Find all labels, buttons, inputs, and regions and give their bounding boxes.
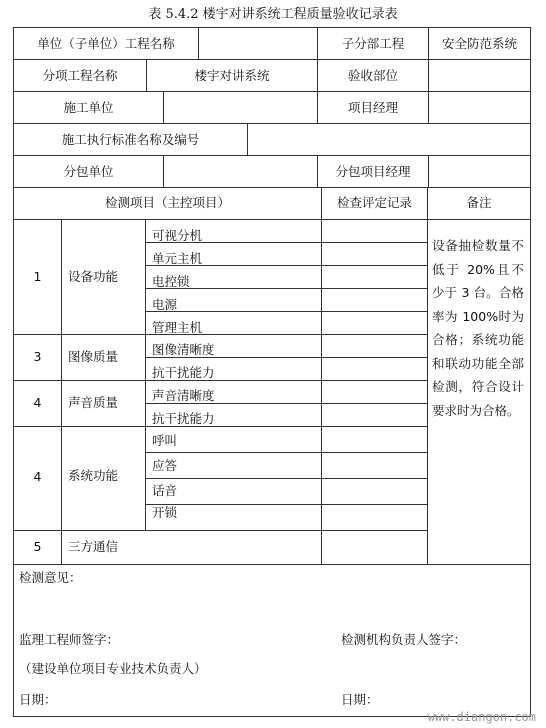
group-number: 4 xyxy=(33,469,42,484)
check-item: 话音 xyxy=(152,483,178,498)
standard-label: 施工执行标准名称及编号 xyxy=(61,132,200,147)
unit-name-label: 单位（子单位）工程名称 xyxy=(37,36,175,51)
remark-text: 设备抽检数量不低于 20%且不少于 3 台。合格率为 100%时为合格；系统功能和联动功能全部检测，符合设计要求时为合格。 xyxy=(432,238,524,418)
sub-unit-label: 分包单位 xyxy=(63,164,114,179)
group-number: 3 xyxy=(33,349,42,364)
date-left-label: 日期： xyxy=(19,692,57,707)
col-header-record: 检查评定记录 xyxy=(336,195,412,210)
project-manager-label: 项目经理 xyxy=(347,100,398,115)
group-name: 三方通信 xyxy=(68,539,119,554)
check-item: 电控锁 xyxy=(152,274,190,289)
opinion-label: 检测意见： xyxy=(19,570,82,585)
check-item: 声音清晰度 xyxy=(152,388,215,403)
group-name: 系统功能 xyxy=(68,468,119,483)
group-number: 5 xyxy=(33,539,42,554)
item-name-value: 楼宇对讲系统 xyxy=(194,68,270,83)
check-item: 单元主机 xyxy=(152,251,203,266)
watermark: www.diangon.com xyxy=(427,710,536,724)
subdept-label: 子分部工程 xyxy=(341,36,405,51)
builder-note: （建设单位项目专业技术负责人） xyxy=(19,661,207,676)
check-item: 呼叫 xyxy=(152,433,178,448)
page-title: 表 5.4.2 楼宇对讲系统工程质量验收记录表 xyxy=(148,7,398,22)
check-item: 抗干扰能力 xyxy=(152,411,215,426)
check-item: 抗干扰能力 xyxy=(152,365,215,380)
col-header-remark: 备注 xyxy=(466,195,492,210)
check-item: 应答 xyxy=(152,458,178,473)
col-header-items: 检测项目（主控项目） xyxy=(104,195,230,210)
group-name: 图像质量 xyxy=(68,349,119,364)
inspector-sign-label: 检测机构负责人签字： xyxy=(341,632,467,647)
sub-pm-label: 分包项目经理 xyxy=(335,164,411,179)
check-item: 开锁 xyxy=(152,505,178,520)
group-name: 声音质量 xyxy=(68,395,119,410)
check-item: 可视分机 xyxy=(152,228,203,243)
check-item: 图像清晰度 xyxy=(152,342,215,357)
check-item: 管理主机 xyxy=(152,320,203,335)
subdept-value: 安全防范系统 xyxy=(441,36,517,51)
group-number: 4 xyxy=(33,395,42,410)
group-name: 设备功能 xyxy=(68,269,119,284)
accept-dept-label: 验收部位 xyxy=(347,68,398,83)
construct-unit-label: 施工单位 xyxy=(63,100,114,115)
supervisor-sign-label: 监理工程师签字： xyxy=(19,632,120,647)
item-name-label: 分项工程名称 xyxy=(42,68,118,83)
check-item: 电源 xyxy=(152,297,178,312)
date-right-label: 日期： xyxy=(341,692,379,707)
group-number: 1 xyxy=(33,269,42,284)
